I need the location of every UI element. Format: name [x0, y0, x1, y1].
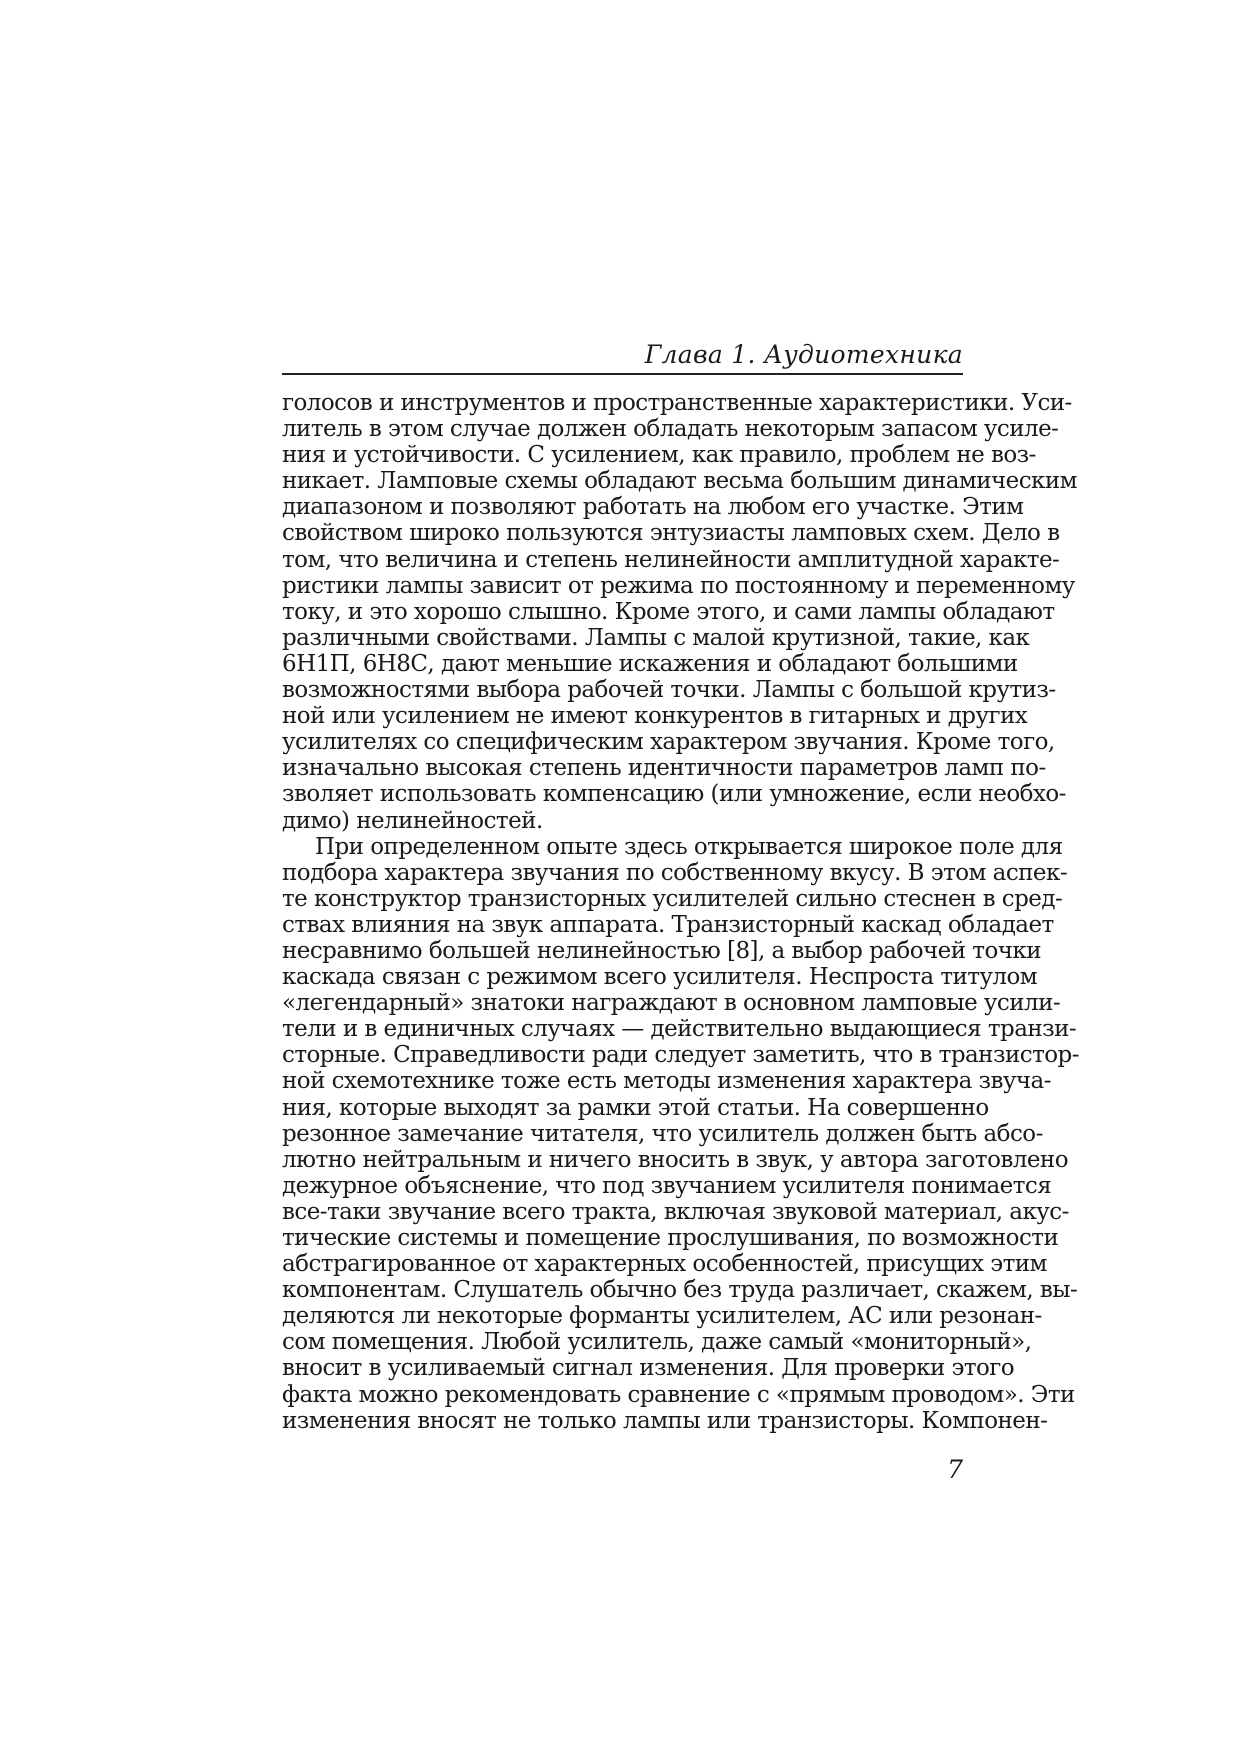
text-line: все-таки звучание всего тракта, включая звуковой материал, акус- [282, 1198, 1069, 1225]
text-line: свойством широко пользуются энтузиасты ламповых схем. Дело в [282, 520, 1060, 547]
text-line: ния, которые выходят за рамки этой статьи. На совершенно [282, 1094, 989, 1121]
text-line: несравнимо большей нелинейностью [8], а выбор рабочей точки [282, 937, 1041, 964]
text-line: каскада связан с режимом всего усилителя. Неспроста титулом [282, 964, 1038, 991]
text-line: усилителях со специфическим характером звучания. Кроме того, [282, 729, 1055, 756]
paragraph-2 [282, 833, 1079, 1434]
text-line: том, что величина и степень нелинейности амплитудной характе- [282, 546, 1060, 573]
text-line: абстрагированное от характерных особенностей, присущих этим [282, 1251, 1047, 1278]
text-line: «легендарный» знатоки награждают в основном ламповые усили- [282, 990, 1061, 1017]
text-line: сторные. Справедливости ради следует заметить, что в транзистор- [282, 1042, 1079, 1069]
text-line: 6Н1П, 6Н8С, дают меньшие искажения и обладают большими [282, 650, 1018, 677]
text-line: диапазоном и позволяют работать на любом его участке. Этим [282, 494, 1024, 521]
text-line: ствах влияния на звук аппарата. Транзисторный каскад обладает [282, 911, 1054, 938]
text-line: дежурное объяснение, что под звучанием усилителя понимается [282, 1172, 1052, 1199]
text-line: изменения вносят не только лампы или транзисторы. Компонен- [282, 1407, 1048, 1434]
text-line: подбора характера звучания по собственному вкусу. В этом аспек- [282, 859, 1068, 886]
text-line: ния и устойчивости. С усилением, как правило, проблем не воз- [282, 442, 1036, 469]
page-number: 7 [947, 1455, 963, 1484]
text-line: сом помещения. Любой усилитель, даже самый «мониторный», [282, 1329, 1032, 1356]
text-line: факта можно рекомендовать сравнение с «прямым проводом». Эти [282, 1381, 1075, 1408]
text-line: току, и это хорошо слышно. Кроме этого, и сами лампы обладают [282, 598, 1055, 625]
text-line: никает. Ламповые схемы обладают весьма большим динамическим [282, 468, 1077, 495]
text-line: зволяет использовать компенсацию (или умножение, если необхо- [282, 781, 1066, 808]
text-line: ной схемотехнике тоже есть методы изменения характера звуча- [282, 1068, 1051, 1095]
body-text [282, 390, 1079, 1434]
text-line: резонное замечание читателя, что усилитель должен быть абсо- [282, 1120, 1043, 1147]
running-header: Глава 1. Аудиотехника [644, 340, 963, 369]
text-line: те конструктор транзисторных усилителей сильно стеснен в сред- [282, 885, 1063, 912]
text-line: тели и в единичных случаях — действительно выдающиеся транзи- [282, 1016, 1077, 1043]
text-line: При определенном опыте здесь открывается широкое поле для [315, 833, 1063, 860]
text-line: голосов и инструментов и пространственные характеристики. Уси- [282, 390, 1072, 416]
header-rule [282, 373, 963, 375]
text-line: ной или усилением не имеют конкурентов в гитарных и других [282, 703, 1028, 730]
text-line: компонентам. Слушатель обычно без труда различает, скажем, вы- [282, 1277, 1078, 1304]
text-line: литель в этом случае должен обладать некоторым запасом усиле- [282, 416, 1059, 443]
paragraph-1 [282, 390, 1077, 834]
text-line: изначально высокая степень идентичности параметров ламп по- [282, 755, 1046, 782]
text-line: различными свойствами. Лампы с малой крутизной, такие, как [282, 624, 1030, 651]
text-line: димо) нелинейностей. [282, 807, 543, 834]
text-line: возможностями выбора рабочей точки. Лампы с большой крутиз- [282, 677, 1056, 704]
text-line: тические системы и помещение прослушивания, по возможности [282, 1225, 1059, 1251]
text-line: деляются ли некоторые форманты усилителем, АС или резонан- [282, 1303, 1042, 1330]
text-line: вносит в усиливаемый сигнал изменения. Для проверки этого [282, 1355, 1015, 1382]
text-line: лютно нейтральным и ничего вносить в звук, у автора заготовлено [282, 1146, 1068, 1173]
text-line: ристики лампы зависит от режима по постоянному и переменному [282, 572, 1075, 599]
